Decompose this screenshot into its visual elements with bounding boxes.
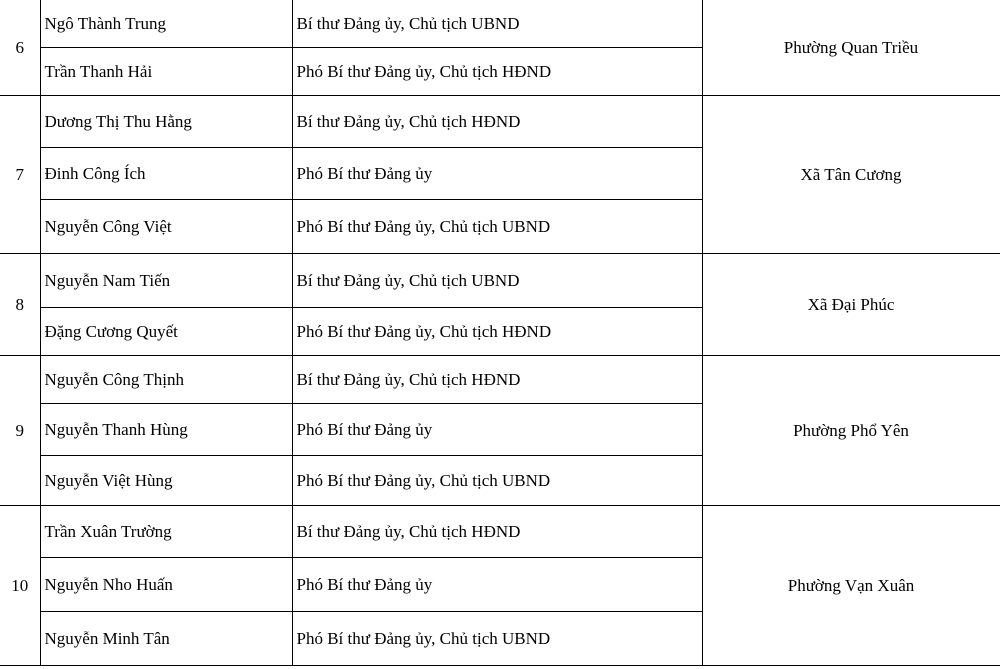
row-number-cell: 7 — [0, 96, 40, 254]
name-cell: Nguyễn Nho Huấn — [40, 558, 292, 612]
unit-cell: Phường Quan Triều — [702, 0, 1000, 96]
position-cell: Bí thư Đảng ủy, Chủ tịch HĐND — [292, 356, 702, 404]
position-cell: Phó Bí thư Đảng ủy — [292, 404, 702, 456]
position-cell: Phó Bí thư Đảng ủy, Chủ tịch UBND — [292, 612, 702, 666]
unit-cell: Xã Đại Phúc — [702, 254, 1000, 356]
row-number-cell: 9 — [0, 356, 40, 506]
name-cell: Nguyễn Thanh Hùng — [40, 404, 292, 456]
name-cell: Đặng Cương Quyết — [40, 308, 292, 356]
position-cell: Bí thư Đảng ủy, Chủ tịch UBND — [292, 0, 702, 48]
name-cell: Nguyễn Nam Tiến — [40, 254, 292, 308]
name-cell: Nguyễn Công Việt — [40, 200, 292, 254]
name-cell: Ngô Thành Trung — [40, 0, 292, 48]
position-cell: Phó Bí thư Đảng ủy, Chủ tịch UBND — [292, 456, 702, 506]
position-cell: Bí thư Đảng ủy, Chủ tịch HĐND — [292, 506, 702, 558]
table-row — [0, 96, 1000, 148]
row-number-cell: 10 — [0, 506, 40, 666]
position-cell: Bí thư Đảng ủy, Chủ tịch UBND — [292, 254, 702, 308]
name-cell: Trần Thanh Hải — [40, 48, 292, 96]
row-number-cell: 8 — [0, 254, 40, 356]
name-cell: Nguyễn Việt Hùng — [40, 456, 292, 506]
position-cell: Phó Bí thư Đảng ủy — [292, 558, 702, 612]
name-cell: Nguyễn Minh Tân — [40, 612, 292, 666]
unit-cell: Phường Phổ Yên — [702, 356, 1000, 506]
name-cell: Nguyễn Công Thịnh — [40, 356, 292, 404]
table-row — [0, 0, 1000, 48]
name-cell: Đinh Công Ích — [40, 148, 292, 200]
position-cell: Phó Bí thư Đảng ủy — [292, 148, 702, 200]
unit-cell: Xã Tân Cương — [702, 96, 1000, 254]
unit-cell: Phường Vạn Xuân — [702, 506, 1000, 666]
position-cell: Phó Bí thư Đảng ủy, Chủ tịch HĐND — [292, 48, 702, 96]
name-cell: Trần Xuân Trường — [40, 506, 292, 558]
table-row — [0, 506, 1000, 558]
position-cell: Phó Bí thư Đảng ủy, Chủ tịch HĐND — [292, 308, 702, 356]
name-cell: Dương Thị Thu Hằng — [40, 96, 292, 148]
table-row — [0, 254, 1000, 308]
row-number-cell: 6 — [0, 0, 40, 96]
position-cell: Phó Bí thư Đảng ủy, Chủ tịch UBND — [292, 200, 702, 254]
table-row — [0, 356, 1000, 404]
position-cell: Bí thư Đảng ủy, Chủ tịch HĐND — [292, 96, 702, 148]
